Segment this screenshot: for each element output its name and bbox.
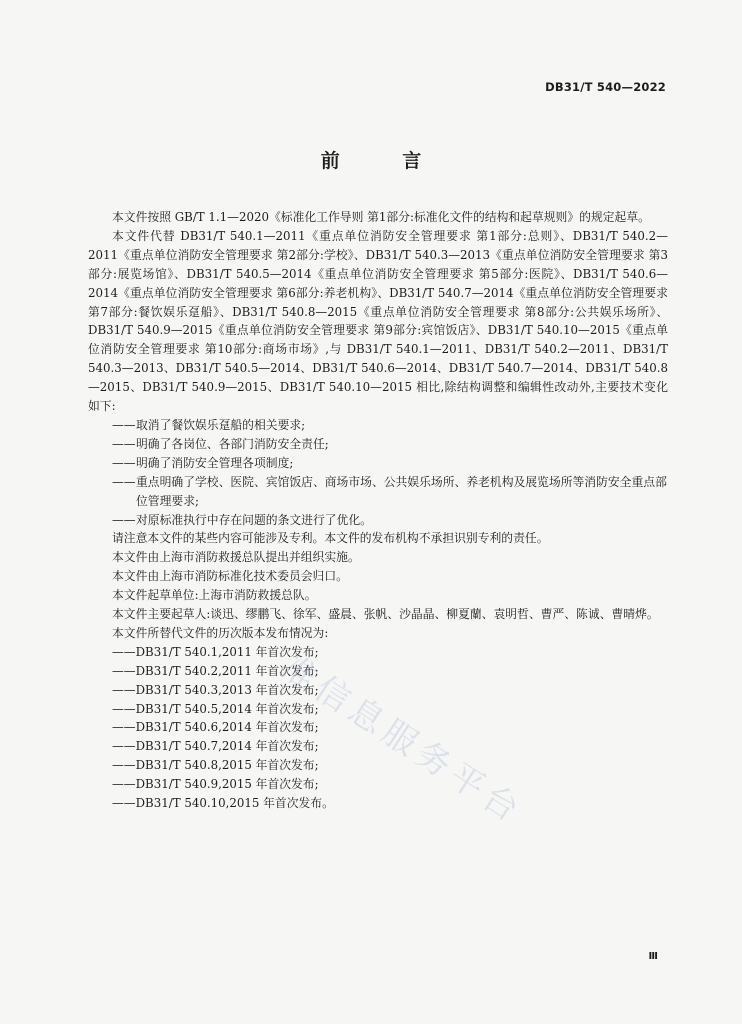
patent-notice: 请注意本文件的某些内容可能涉及专利。本文件的发布机构不承担识别专利的责任。: [112, 531, 549, 546]
committee-statement: 本文件由上海市消防标准化技术委员会归口。: [112, 569, 348, 584]
list-item-text: 取消了餐饮娱乐趸船的相关要求;: [136, 417, 306, 432]
history-item: ——DB31/T 540.6,2014 年首次发布;: [112, 720, 319, 735]
standard-code: DB31/T 540—2022: [545, 80, 666, 94]
list-item: [88, 435, 668, 454]
history-list: [88, 643, 668, 813]
history-item: ——DB31/T 540.3,2013 年首次发布;: [112, 682, 319, 697]
paragraph-replacement: 本文件代替 DB31/T 540.1—2011《重点单位消防安全管理要求 第1部分:总则》、DB31/T 540.2—2011《重点单位消防安全管理要求 第2部分:学校》、DB31/T 540.3—2013《重点单位消防安全管理要求 第3部分:展览场馆》、DB31/T 540.5—2014《重点单位消防安全管理要求 第5部分:医院》、DB31/T 540.6—2014《重点单位消防安全管理要求 第6部分:养老机构》、DB31/T 540.7—2014《重点单位消防安全管理要求 第7部分:餐饮娱乐趸船》、DB31/T 540.8—2015《重点单位消防安全管理要求 第8部分:公共娱乐场所》、DB31/T 540.9—2015《重点单位消防安全管理要求 第9部分:宾馆饭店》、DB31/T 540.10—2015《重点单位消防安全管理要求 第10部分:商场市场》,与 DB31/T 540.1—2011、DB31/T 540.2—2011、DB31/T 540.3—2013、DB31/T 540.5—2014、DB31/T 540.6—2014、DB31/T 540.7—2014、DB31/T 540.8—2015、DB31/T 540.9—2015、DB31/T 540.10—2015 相比,除结构调整和编辑性改动外,主要技术变化如下:: [88, 228, 668, 414]
history-item: ——DB31/T 540.9,2015 年首次发布;: [112, 777, 319, 792]
history-item: ——DB31/T 540.5,2014 年首次发布;: [112, 701, 319, 716]
dash-marker: ——: [112, 417, 136, 432]
history-item: ——DB31/T 540.2,2011 年首次发布;: [112, 663, 319, 678]
list-item: [88, 416, 668, 435]
watermark: 准信息服务平台: [273, 646, 531, 833]
history-item: ——DB31/T 540.7,2014 年首次发布;: [112, 739, 319, 754]
page-title: 前 言: [320, 150, 450, 172]
dash-marker: ——: [112, 512, 136, 527]
document-body: [88, 208, 668, 813]
list-item-text: 重点明确了学校、医院、宾馆饭店、商场市场、公共娱乐场所、养老机构及展览场所等消防安全重点部位管理要求;: [136, 474, 667, 508]
drafters: 本文件主要起草人:谈迅、缪鹏飞、徐军、盛晨、张帆、沙晶晶、柳夏蘭、袁明哲、曹严、陈诚、曹晴烨。: [112, 607, 659, 622]
list-item-text: 对原标准执行中存在问题的条文进行了优化。: [136, 512, 372, 527]
change-list: [88, 416, 668, 529]
paragraph-drafting-rule: 本文件按照 GB/T 1.1—2020《标准化工作导则 第1部分:标准化文件的结构和起草规则》的规定起草。: [112, 210, 650, 224]
list-item-text: 明确了各岗位、各部门消防安全责任;: [136, 436, 329, 451]
dash-marker: ——: [112, 436, 136, 451]
history-item: ——DB31/T 540.8,2015 年首次发布;: [112, 758, 319, 773]
list-item-text: 明确了消防安全管理各项制度;: [136, 455, 294, 470]
dash-marker: ——: [112, 474, 136, 489]
drafting-unit: 本文件起草单位:上海市消防救援总队。: [112, 588, 317, 603]
dash-marker: ——: [112, 455, 136, 470]
history-item: ——DB31/T 540.10,2015 年首次发布。: [112, 796, 334, 811]
list-item: [88, 454, 668, 473]
list-item: [88, 511, 668, 530]
history-intro: 本文件所替代文件的历次版本发布情况为:: [112, 625, 329, 640]
list-item: [88, 473, 668, 511]
history-item: ——DB31/T 540.1,2011 年首次发布;: [112, 644, 319, 659]
page-number: Ⅲ: [648, 951, 658, 962]
proposer-statement: 本文件由上海市消防救援总队提出并组织实施。: [112, 550, 360, 565]
